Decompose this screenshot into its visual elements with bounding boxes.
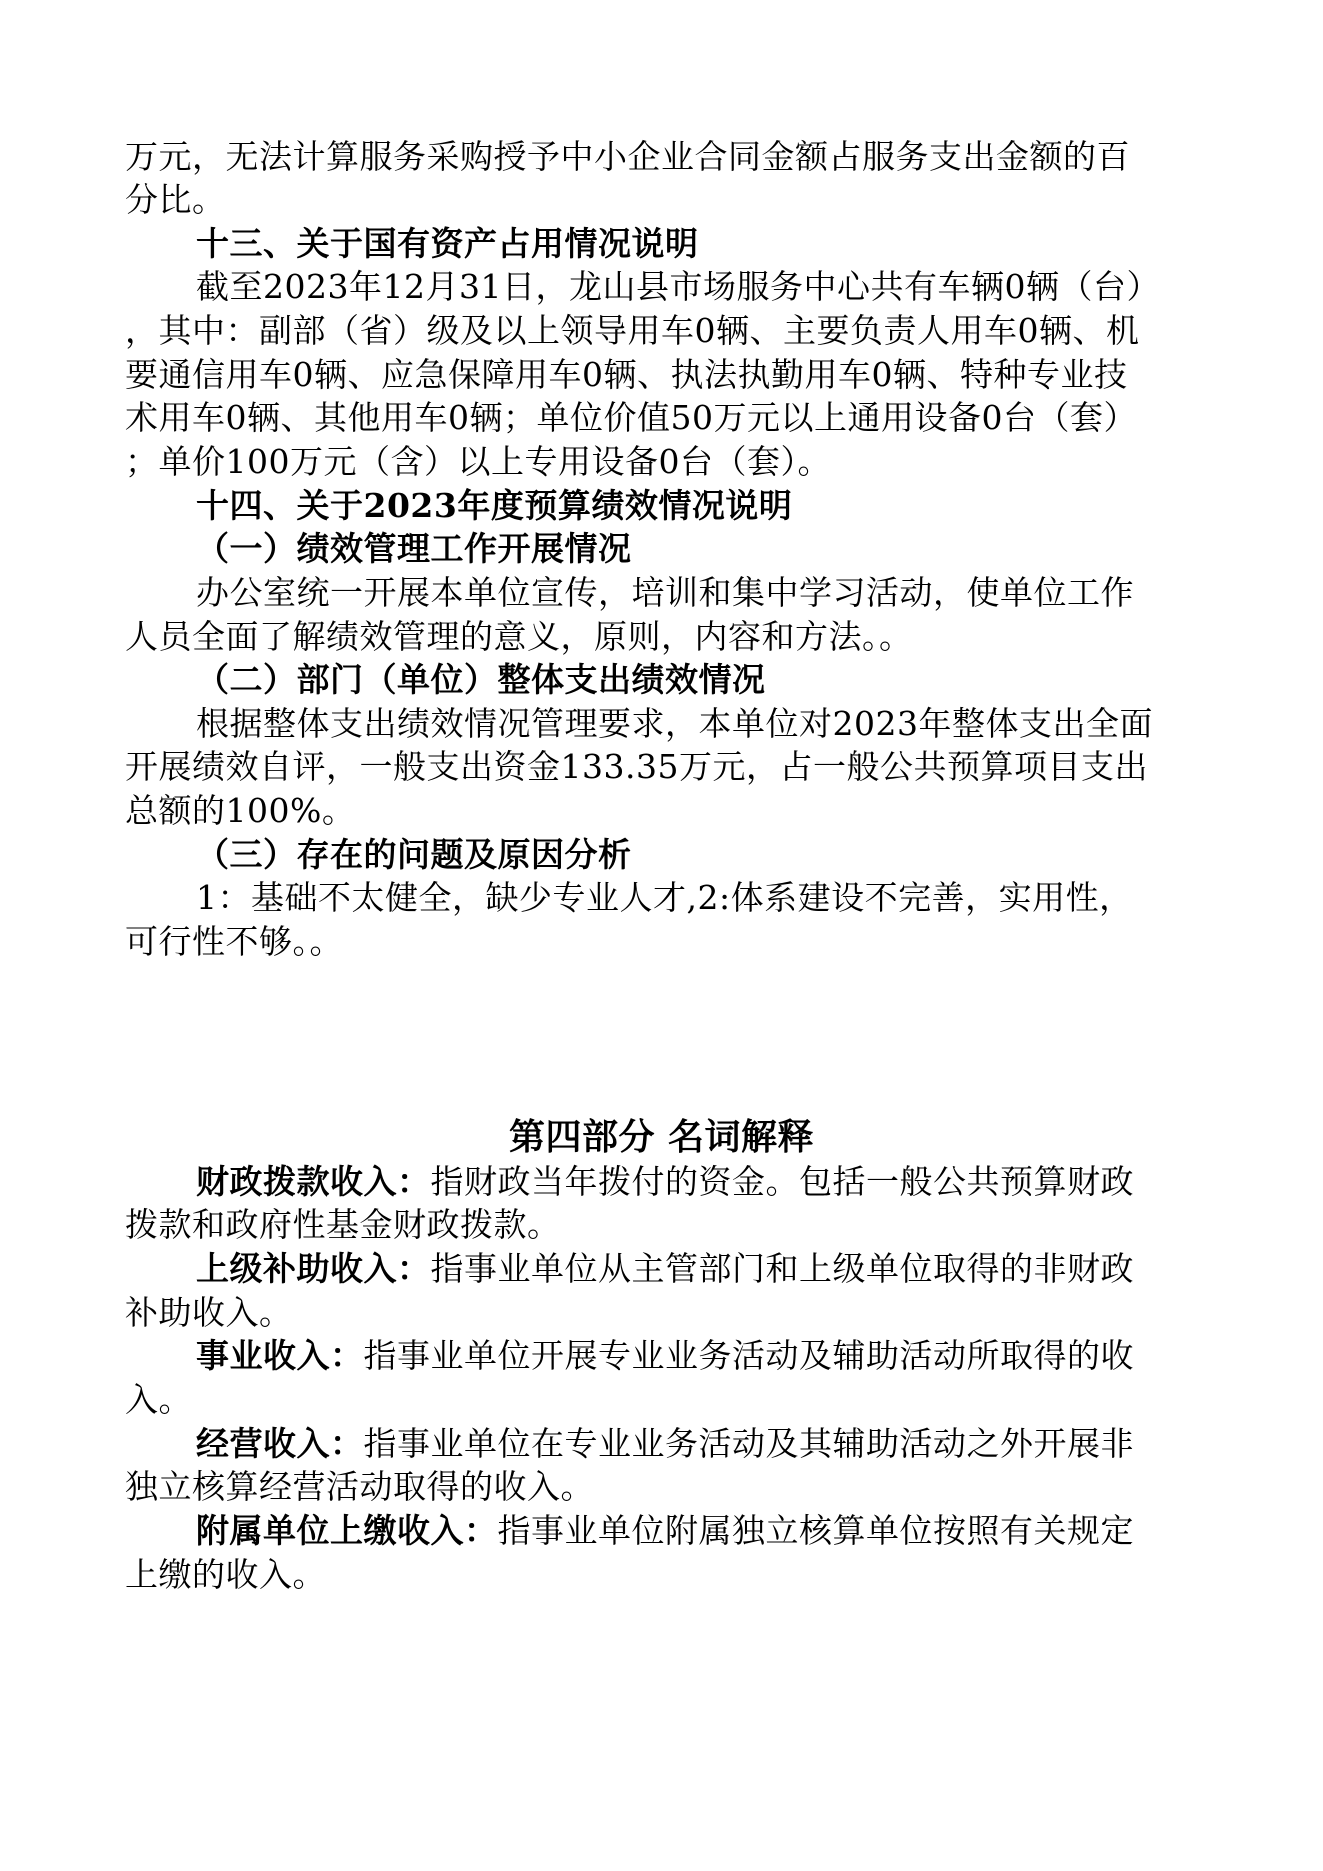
subsection-heading: （三）存在的问题及原因分析	[196, 835, 632, 874]
paragraph-line: 要通信用车0辆、应急保障用车0辆、执法执勤用车0辆、特种专业技	[125, 355, 1128, 394]
paragraph-line: 截至2023年12月31日，龙山县市场服务中心共有车辆0辆（台）	[196, 267, 1160, 306]
subsection-heading: （二）部门（单位）整体支出绩效情况	[196, 660, 766, 699]
paragraph-line: ，其中：副部（省）级及以上领导用车0辆、主要负责人用车0辆、机	[125, 311, 1140, 350]
paragraph-line: 开展绩效自评，一般支出资金133.35万元，占一般公共预算项目支出	[125, 747, 1148, 786]
paragraph-line: 术用车0辆、其他用车0辆；单位价值50万元以上通用设备0台（套）	[125, 398, 1137, 437]
definition-term: 财政拨款收入：	[196, 1162, 431, 1201]
definition-line: 补助收入。	[125, 1293, 293, 1332]
definition-line	[196, 1422, 1134, 1466]
paragraph-line: ；单价100万元（含）以上专用设备0台（套）。	[125, 442, 831, 481]
paragraph-line: 1：基础不太健全，缺少专业人才,2:体系建设不完善，实用性，	[196, 878, 1133, 917]
paragraph-line: 根据整体支出绩效情况管理要求，本单位对2023年整体支出全面	[196, 704, 1153, 743]
paragraph-line: 分比。	[125, 180, 226, 219]
definition-text: 指事业单位在专业业务活动及其辅助活动之外开展非	[363, 1424, 1134, 1463]
definition-line: 入。	[125, 1380, 192, 1419]
part-title: 第四部分 名词解释	[508, 1116, 815, 1158]
section-heading: 十四、关于2023年度预算绩效情况说明	[196, 486, 793, 525]
definition-text: 指事业单位从主管部门和上级单位取得的非财政	[430, 1249, 1134, 1288]
definition-line	[196, 1247, 1134, 1291]
definition-line: 独立核算经营活动取得的收入。	[125, 1467, 594, 1506]
definition-text: 指事业单位开展专业业务活动及辅助活动所取得的收	[363, 1336, 1134, 1375]
definition-line	[196, 1509, 1134, 1553]
definition-line: 上缴的收入。	[125, 1555, 326, 1594]
definition-term: 经营收入：	[196, 1424, 364, 1463]
definition-text: 指事业单位附属独立核算单位按照有关规定	[497, 1511, 1134, 1550]
paragraph-line: 可行性不够。。	[125, 922, 343, 961]
definition-term: 上级补助收入：	[196, 1249, 431, 1288]
section-heading: 十三、关于国有资产占用情况说明	[196, 224, 699, 263]
subsection-heading: （一）绩效管理工作开展情况	[196, 529, 632, 568]
definition-line	[196, 1334, 1134, 1378]
paragraph-line: 万元，无法计算服务采购授予中小企业合同金额占服务支出金额的百	[125, 137, 1130, 176]
definition-term: 附属单位上缴收入：	[196, 1511, 498, 1550]
definition-text: 指财政当年拨付的资金。包括一般公共预算财政	[430, 1162, 1134, 1201]
paragraph-line: 办公室统一开展本单位宣传，培训和集中学习活动，使单位工作	[196, 573, 1134, 612]
definition-line: 拨款和政府性基金财政拨款。	[125, 1205, 561, 1244]
paragraph-line: 总额的100%。	[125, 791, 356, 830]
definition-line	[196, 1160, 1134, 1204]
paragraph-line: 人员全面了解绩效管理的意义，原则，内容和方法。。	[125, 617, 913, 656]
definition-term: 事业收入：	[196, 1336, 364, 1375]
